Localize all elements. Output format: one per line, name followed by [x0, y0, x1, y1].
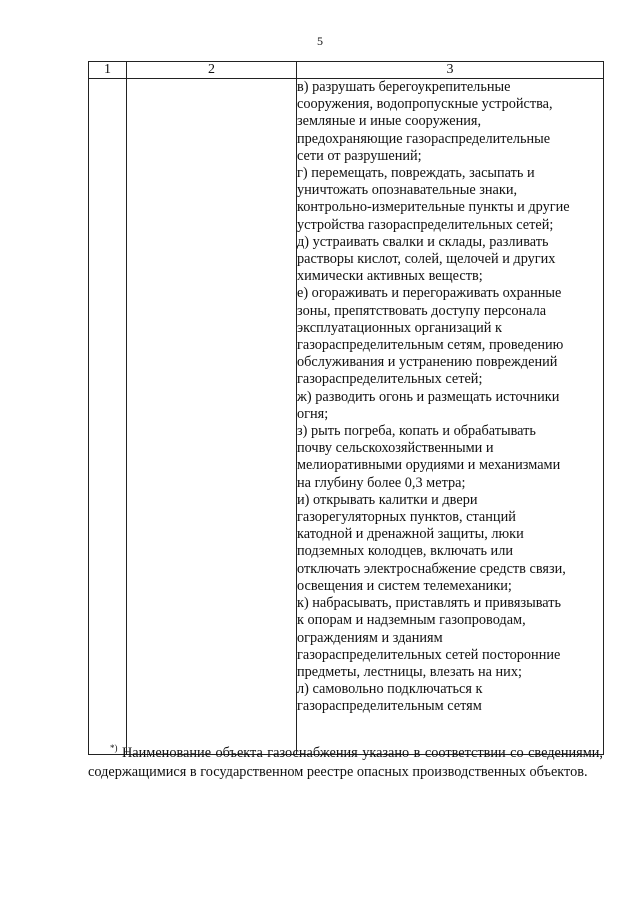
list-item-i: и) открывать калитки и двери газорегуляторных пунктов, станций катодной и дренажной защиты, люки подземных колодцев, включать или отключать электроснабжение средств связи, освещения и систем телемеханики; [297, 491, 566, 594]
list-item-v: в) разрушать берегоукрепительные сооружения, водопропускные устройства, земляные и иные сооружения, предохраняющие газораспределительные сети от разрушений; [297, 79, 553, 164]
list-item-e: е) огораживать и перегораживать охранные зоны, препятствовать доступу персонала эксплуатационных организаций к газораспределительным сетям, проведению обслуживания и устранению повреждений газораспределительных сетей; [297, 285, 564, 388]
list-item-k: к) набрасывать, приставлять и привязывать к опорам и надземным газопроводам, ограждениям и зданиям газораспределительных сетей посторонние предметы, лестницы, влезать на них; [297, 595, 562, 680]
footnote-text: Наименование объекта газоснабжения указано в соответствии со сведениями, содержащимися в государственном реестре опасных производственных объектов. [88, 745, 604, 780]
list-item-g: г) перемещать, повреждать, засыпать и уничтожать опознавательные знаки, контрольно-измерительные пункты и другие устройства газораспределительных сетей; [297, 165, 570, 233]
list-item-d: д) устраивать свалки и склады, разливать растворы кислот, солей, щелочей и других химически активных веществ; [297, 233, 556, 285]
content-table [88, 61, 604, 755]
table-header-row [89, 62, 604, 79]
table-cell-col2 [127, 79, 297, 755]
table-cell-col3 [297, 79, 604, 755]
table-row [89, 79, 604, 755]
column-header-3: 3 [297, 62, 604, 79]
column-header-1: 1 [89, 62, 127, 79]
list-item-z: з) рыть погреба, копать и обрабатывать почву сельскохозяйственными и мелиоративными орудиями и механизмами на глубину более 0,3 метра; [297, 423, 561, 491]
footnote-marker: *) [110, 743, 118, 753]
list-item-zh: ж) разводить огонь и размещать источники огня; [297, 388, 560, 422]
list-item-l: л) самовольно подключаться к газораспределительным сетям [297, 681, 483, 715]
table-cell-col1 [89, 79, 127, 755]
page-number: 5 [317, 34, 323, 48]
footnote [88, 744, 603, 782]
column-header-2: 2 [127, 62, 297, 79]
